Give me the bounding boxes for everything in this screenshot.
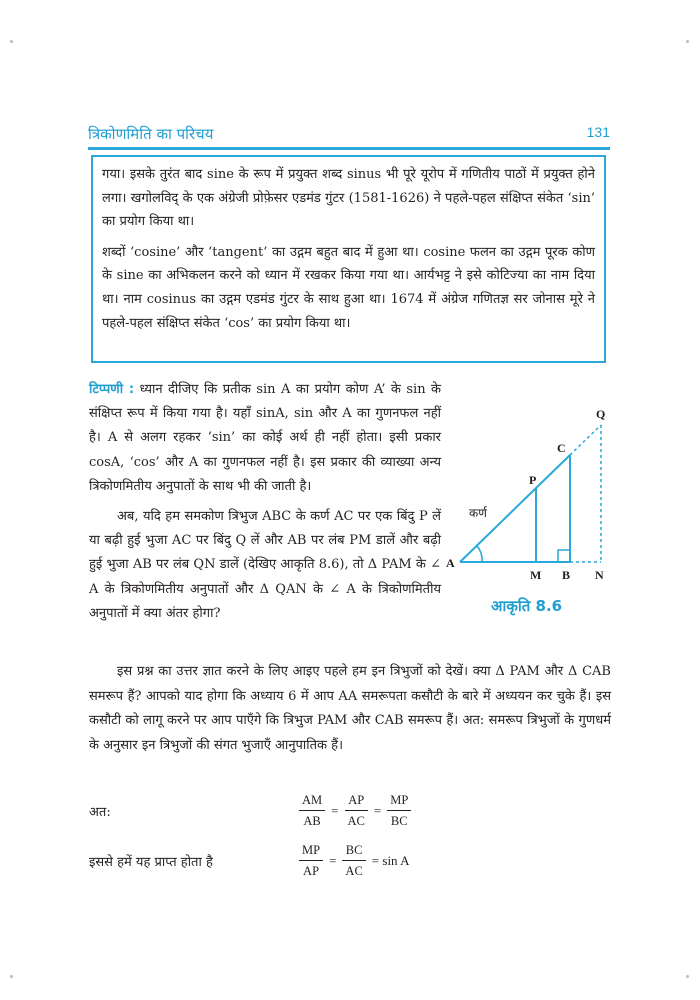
history-box <box>91 155 606 363</box>
label-c: C <box>557 441 566 455</box>
equation-2-label: इससे हमें यह प्राप्त होता है <box>89 855 213 870</box>
main-paragraph: इस प्रश्न का उत्तर ज्ञात करने के लिए आइए पहले हम इन त्रिभुजों को देखें। क्या Δ PAM और Δ CAB समरूप हैं? आपको याद होगा कि अध्याय 6 में आप AA समरूपता कसौटी के बारे में अध्ययन कर चुके हैं। इस कसौटी को लागू करने पर आप पाएँगे कि त्रिभुज PAM और CAB समरूप हैं। अत: समरूप त्रिभुजों के गुणधर्म के अनुसार इन त्रिभुजों की संगत भुजाएँ आनुपातिक हैं। <box>89 664 611 753</box>
figure-8-6 <box>445 400 615 625</box>
angle-a-arc <box>477 546 482 562</box>
equals-sin-a: = sin A <box>371 852 410 868</box>
page-number: 131 <box>586 124 610 140</box>
main-paragraph-block <box>89 660 611 758</box>
corner-dot <box>10 40 13 43</box>
label-b: B <box>562 568 571 582</box>
fraction-bc-ac: $\frac{BC}{AC}$ <box>342 840 365 881</box>
extended-ac <box>570 425 601 455</box>
label-hypotenuse: कर्ण <box>469 506 487 520</box>
label-q: Q <box>596 407 606 421</box>
equation-1-label: अत: <box>89 805 111 820</box>
note-label: टिप्पणी : <box>89 382 135 397</box>
right-angle-mark <box>558 550 570 562</box>
equation-row-2 <box>89 840 609 884</box>
fraction-ap-ac: $\frac{AP}{AC}$ <box>345 790 368 831</box>
equation-2 <box>299 840 409 881</box>
equals-sign: = <box>373 802 382 818</box>
fraction-am-ab: $\frac{AM}{AB}$ <box>299 790 325 831</box>
equation-row-1 <box>89 790 609 834</box>
equals-sign: = <box>329 852 337 868</box>
label-m: M <box>530 568 542 582</box>
header-rule <box>88 147 610 150</box>
page-header <box>88 124 610 146</box>
fraction-mp-bc: $\frac{MP}{BC}$ <box>387 790 411 831</box>
note-text: ध्यान दीजिए कि प्रतीक sin A का प्रयोग कोण A’ के sin के संक्षिप्त रूप में किया गया है। यहाँ sinA, sin और A का गुणनफल नहीं है। A से अलग रहकर ‘sin’ का कोई अर्थ ही नहीं होता। इसी प्रकार cosA, ‘cos’ और A का गुणनफल नहीं है। इस प्रकार की व्याख्या अन्य त्रिकोणमितीय अनुपातों के साथ भी की जाती है। <box>89 382 441 494</box>
fraction-mp-ap: $\frac{MP}{AP}$ <box>299 840 323 881</box>
label-a: A <box>446 556 455 570</box>
note-paragraph <box>89 378 441 499</box>
corner-dot <box>686 40 689 43</box>
equals-sign: = <box>331 802 339 818</box>
figure-caption: आकृति 8.6 <box>491 597 563 615</box>
chapter-title: त्रिकोणमिति का परिचय <box>88 125 214 143</box>
history-paragraph-2: शब्दों ‘cosine’ और ‘tangent’ का उद्गम बहुत बाद में हुआ था। cosine फलन का उद्गम पूरक कोण के sine का अभिकलन करने को ध्यान में रखकर किया गया था। आर्यभट्ट ने इसे कोटिज्या का नाम दिया था। नाम cosinus का उद्गम एडमंड गुंटर के साथ हुआ था। 1674 में अंग्रेज गणितज्ञ सर जोनास मूरे ने पहले-पहल संक्षिप्त संकेत ‘cos’ का प्रयोग किया था। <box>102 244 595 331</box>
equation-1 <box>299 790 411 831</box>
note-section <box>89 378 441 632</box>
triangle-diagram <box>445 400 615 590</box>
corner-dot <box>686 975 689 978</box>
label-n: N <box>595 568 604 582</box>
corner-dot <box>10 975 13 978</box>
history-paragraph-1: गया। इसके तुरंत बाद sine के रूप में प्रयुक्त शब्द sinus भी पूरे यूरोप में गणितीय पाठों में प्रयुक्त होने लगा। खगोलविद् के एक अंग्रेजी प्रोफ़ेसर एडमंड गुंटर (1581-1626) ने पहले-पहल संक्षिप्त संकेत ‘sin’ का प्रयोग किया था। <box>102 167 595 230</box>
label-p: P <box>529 473 537 487</box>
question-paragraph: अब, यदि हम समकोण त्रिभुज ABC के कर्ण AC पर एक बिंदु P लें या बढ़ी हुई भुजा AC पर बिंदु Q लें और AB पर लंब PM डालें और बढ़ी हुई भुजा AB पर लंब QN डालें (देखिए आकृति 8.6), तो Δ PAM के ∠ A के त्रिकोणमितीय अनुपातों और Δ QAN के ∠ A के त्रिकोणमितीय अनुपातों में क्या अंतर होगा? <box>89 509 441 621</box>
